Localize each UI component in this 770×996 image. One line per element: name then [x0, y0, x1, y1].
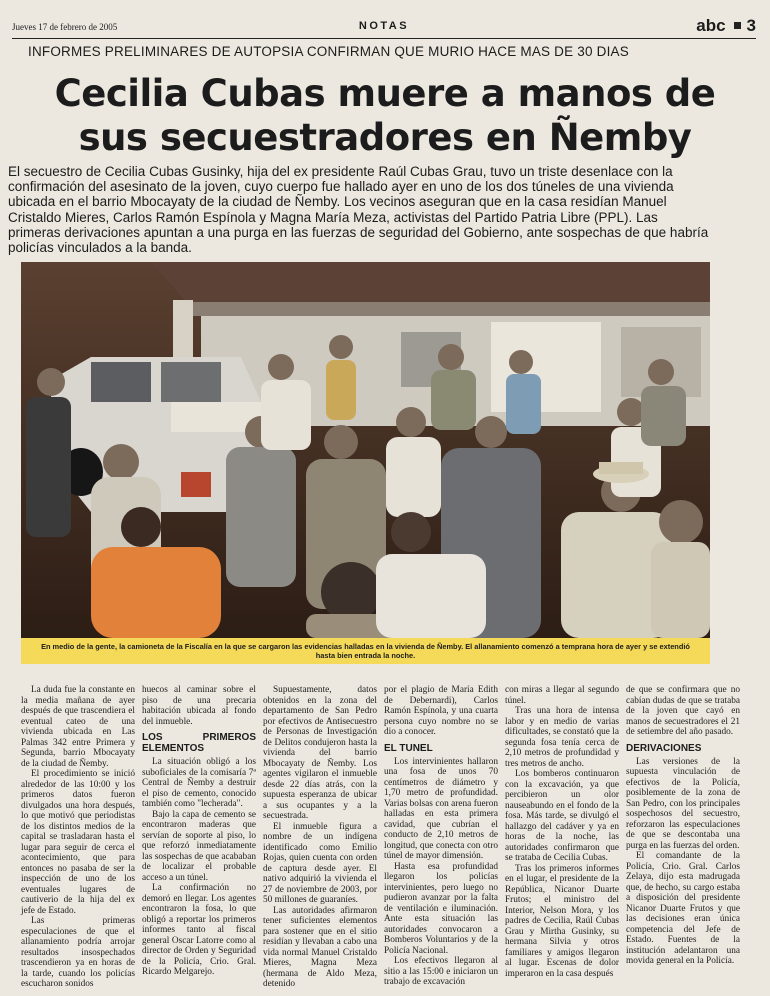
brand-logo — [696, 16, 756, 36]
subheading: EL TUNEL — [384, 742, 433, 754]
masthead — [12, 16, 756, 39]
paragraph: La situación obligó a los suboficiales de la comisaría 7ª Central de Ñemby a destruir el piso de cemento, conocido también como "lecherada". — [142, 757, 256, 809]
paragraph: con miras a llegar al segundo túnel. — [505, 685, 619, 706]
paragraph: Los bomberos continuaron con la excavación, ya que percibieron un olor nauseabundo en el fondo de la fosa. Más tarde, se divulgó el hallazgo del cadáver y ya en horas de la noche, las autoridades confirmaron que se trataba de Cecilia Cubas. — [505, 769, 619, 863]
paragraph: Los efectivos llegaron al sitio a las 15:00 e iniciaron un trabajo de excavación — [384, 956, 498, 987]
paragraph: de que se confirmara que no cabían dudas de que se trataba de la joven que cayó en manos de secuestradores el 21 de setiembre del año pasado. — [626, 685, 740, 737]
body-column-2 — [142, 685, 256, 978]
paragraph: Bajo la capa de cemento se encontraron maderas que servían de soporte al piso, lo que reforzó inmediatamente las sospechas de que acababan de localizar el probable acceso a un túnel. — [142, 809, 256, 883]
paragraph: El inmueble figura a nombre de un indígena identificado como Emilio Rojas, quien cuenta con orden de captura desde ayer. El nativo adquirió la vivienda el 27 de noviembre de 2003, por 50 millones de guaraníes. — [263, 821, 377, 905]
paragraph: El procedimiento se inició alrededor de las 10:00 y los primeros datos fueron divulgados una hora después, lo que motivó que periodistas de los distintos medios de la capital se trasladaran hasta el lugar para seguir de cerca el acontecimiento, que para entonces no pasaba de ser la inspección de uno de los eventuales lugares de cautiverio de la hija del ex jefe de Estado. — [21, 769, 135, 916]
paragraph: La duda fue la constante en la media mañana de ayer después de que trascendiera el eventual cateo de una vivienda ubicada en Las Palmas 342 entre Primera y Segunda, barrio Mbocayaty de la ciudad de Ñemby. — [21, 685, 135, 769]
paragraph: por el plagio de María Edith de Debernardi), Carlos Ramón Espínola, y una cuarta persona cuyo nombre no se dio a conocer. — [384, 685, 498, 737]
paragraph: Tras una hora de intensa labor y en medio de varias dificultades, se constató que la segunda fosa tenía cerca de 2,10 metros de profundidad y tres metros de ancho. — [505, 706, 619, 769]
article-kicker: INFORMES PRELIMINARES DE AUTOPSIA CONFIRMAN QUE MURIO HACE MAS DE 30 DIAS — [28, 44, 629, 59]
article-headline — [10, 72, 760, 160]
headline-line-2: sus secuestradores en Ñemby — [78, 116, 692, 159]
body-column-1 — [21, 685, 135, 990]
paragraph: Las versiones de la supuesta vinculación de efectivos de la Policía, posiblemente de la zona de San Pedro, con los principales sospechosos del secuestro, reforzaron las especulaciones de que se descontaba una purga en las fuerzas del orden. — [626, 756, 740, 851]
page-number: 3 — [746, 16, 756, 35]
paragraph: El comandante de la Policía, Crio. Gral. Carlos Zelaya, dijo esta madrugada que, de hecho, su cargo estaba a disposición del presidente Nicanor Duarte Frutos y que las decisiones eran única competencia del Jefe de Estado. Fuentes de la institución adelantaron una movida general en la Policía. — [626, 851, 740, 966]
paragraph: Supuestamente, datos obtenidos en la zona del departamento de San Pedro por efectivos de Antisecuestro de Personas de Investigación de Delitos condujeron hasta la vivienda del barrio Mbocayaty de Ñemby. Los agentes vigilaron el inmueble desde 22 días atrás, con la supuesta esperanza de ubicar a sus ocupantes y a la secuestrada. — [263, 685, 377, 821]
paragraph: Las autoridades afirmaron tener suficientes elementos para sostener que en el sitio residían y llevaban a cabo una vida normal Manuel Cristaldo Mieres, Magna Meza (hermana de Aldo Meza, detenido — [263, 905, 377, 989]
headline-line-1: Cecilia Cubas muere a manos de — [54, 72, 716, 115]
body-column-5 — [505, 685, 619, 979]
square-bullet-icon — [734, 22, 741, 29]
paragraph: Tras los primeros informes en el lugar, el presidente de la República, Nicanor Duarte Frutos; el ministro del Interior, Nelson Mora, y los padres de Cecilia, Raúl Cubas Grau y Mirtha Gusinky, su hermana Silvia y otros familiares y amigos llegaron al lugar. Escenas de dolor imperaron en la casa después — [505, 863, 619, 979]
subheading: DERIVACIONES — [626, 742, 702, 754]
paragraph: huecos al caminar sobre el piso de una precaria habitación ubicada al fondo del inmueble. — [142, 685, 256, 727]
body-column-6 — [626, 685, 740, 967]
body-column-4 — [384, 685, 498, 988]
article-body — [21, 685, 743, 989]
body-column-3 — [263, 685, 377, 990]
section-name: NOTAS — [358, 20, 410, 32]
subheading: LOS PRIMEROS ELEMENTOS — [142, 732, 256, 754]
brand-name: abc — [696, 16, 726, 35]
photo-caption: En medio de la gente, la camioneta de la Fiscalía en la que se cargaron las evidencias halladas en la vivienda de Ñemby. El allanamiento comenzó a temprana hora de ayer y se extendió hasta bien entrada la noche. — [21, 638, 710, 664]
article-summary: El secuestro de Cecilia Cubas Gusinky, hija del ex presidente Raúl Cubas Grau, tuvo un triste desenlace con la confirmación del asesinato de la joven, cuyo cuerpo fue hallado ayer en uno de los dos túneles de una vivienda ubicada en el barrio Mbocayaty de la ciudad de Ñemby. Los vecinos aseguran que en la casa residían Manuel Cristaldo Mieres, Carlos Ramón Espínola y Magna María Meza, activistas del Partido Patria Libre (PPL). Las primeras derivaciones apuntan a una purga en las fuerzas de seguridad del Gobierno, ante sospechas de que habría policías vinculados a la banda. — [8, 164, 709, 256]
news-photo — [21, 262, 710, 638]
issue-date: Jueves 17 de febrero de 2005 — [12, 22, 118, 32]
paragraph: La confirmación no demoró en llegar. Los agentes encontraron la fosa, lo que obligó a reportar los primeros informes tanto al fiscal general Oscar Latorre como al director de Orden y Seguridad de la Policía, Crio. Gral. Ricardo Melgarejo. — [142, 883, 256, 977]
paragraph: Hasta esa profundidad llegaron los policías intervinientes, pero luego no pudieron avanzar por la falta de ventilación e iluminación. Ante esta situación las autoridades convocaron a Bomberos Voluntarios y de la Policía Nacional. — [384, 861, 498, 956]
paragraph: Las primeras especulaciones de que el allanamiento podría arrojar resultados insospechados trascendieron ya en horas de la tarde, cuando los policías escucharon sonidos — [21, 916, 135, 989]
paragraph: Los intervinientes hallaron una fosa de unos 70 centímetros de diámetro y 1,70 metro de profundidad. Varias bolsas con arena fueron halladas en esta primera cavidad, que cubrían el conducto de 2,10 metros de longitud, que conecta con otro túnel de mayor dimensión. — [384, 756, 498, 861]
